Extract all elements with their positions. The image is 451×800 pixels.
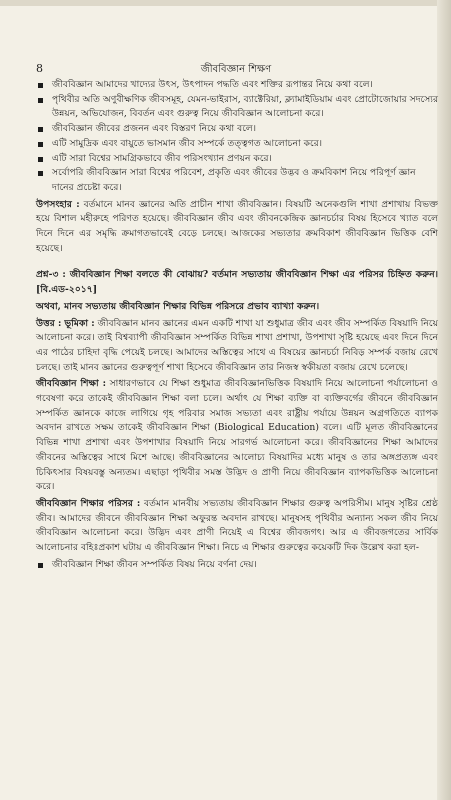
list-item: [36, 558, 438, 573]
bullet-icon: [38, 171, 43, 176]
bullet-icon: [38, 127, 43, 132]
intro-label: ভূমিকা :: [64, 317, 95, 329]
list-item-text: সর্বোপরি জীববিজ্ঞান সারা বিশ্বের পরিবেশ, প্রকৃতি এবং জীবের উদ্ভব ও ক্রমবিকাশ নিয়ে পরিপূর্ণ জ্ঞান দানের প্রচেষ্টা করে।: [52, 167, 416, 193]
answer-label: উত্তর :: [36, 317, 62, 329]
bullet-list-2: [36, 558, 438, 573]
page-number: 8: [36, 62, 43, 75]
conclusion-label: উপসংহার :: [36, 198, 80, 210]
top-edge: [0, 0, 451, 6]
bullet-icon: [38, 142, 43, 147]
list-item-text: জীববিজ্ঞান শিক্ষা জীবন সম্পর্কিত বিষয় নিয়ে বর্ণনা দেয়।: [52, 558, 257, 570]
question-heading: [36, 268, 438, 297]
alternate-label: অথবা,: [36, 300, 61, 312]
scope-text: বর্তমান মানবীয় সভ্যতায় জীববিজ্ঞান শিক্ষার গুরুত্ব অপরিসীম। মানুষ সৃষ্টির শ্রেষ্ঠ জীব। আমাদের জীবনে জীববিজ্ঞান শিক্ষা অফুরন্ত অবদান রাখছে। মানুষসহ পৃথিবীর অন্যান্য সকল জীব নিয়ে জীববিজ্ঞান আলোচনা করে। উদ্ভিদ এবং প্রাণী নিয়েই এ বিশ্বের জীবজগৎ। আর এ জীবজগতের সার্বিক আলোচনার বহিঃপ্রকাশ ঘটায় এ জীববিজ্ঞান শিক্ষা। নিচে এ শিক্ষার গুরুত্বের কয়েকটি দিক উল্লেখ করা হল-: [36, 497, 438, 554]
bullet-icon: [38, 83, 43, 88]
running-title: জীববিজ্ঞান শিক্ষণ: [200, 64, 272, 75]
list-item-text: জীববিজ্ঞান আমাদের খাদ্যের উৎস, উৎপাদন পদ্ধতি এবং শক্তির রূপান্তর নিয়ে কথা বলে।: [52, 79, 373, 90]
bio-education-paragraph: [36, 377, 438, 495]
section-spacer: [36, 258, 438, 268]
scope-label: জীববিজ্ঞান শিক্ষার পরিসর :: [36, 497, 141, 509]
question-text: : জীববিজ্ঞান শিক্ষা বলতে কী বোঝায়? বর্তমান সভ্যতায় জীববিজ্ঞান শিক্ষা এর পরিসর চিহ্নিত করুন। [বি.এড-২০১৭]: [36, 269, 438, 296]
list-item: [36, 78, 438, 93]
list-item: [36, 152, 438, 167]
intro-text: জীববিজ্ঞান মানব জ্ঞানের এমন একটি শাখা যা শুধুমাত্র জীব এবং জীব সম্পর্কিত বিষয়াদি নিয়ে আলোচনা করে। তাই বিশ্বব্যাপী জীববিজ্ঞান সম্পর্কিত বিভিন্ন শাখা প্রশাখা, উপশাখা সৃষ্টি হয়েছে এবং দিনে দিনে এর পাঠের চাহিদা বৃদ্ধি পেয়েই চলছে। আমাদের অস্তিত্বের সাথে এ বিষয়ের জ্ঞানচর্চা নিবিড় সম্পর্ক বজায় রেখে চলছে। তাই মানব জ্ঞানের গুরুত্বপূর্ণ শাখা হিসেবে জীববিজ্ঞান তার নিজস্ব স্বকীয়তা বজায় রেখে চলেছে।: [36, 317, 439, 373]
list-item-text: এটি সামুদ্রিক এবং বায়ুতে ভাসমান জীব সম্পর্কে তত্ত্বগত আলোচনা করে।: [52, 137, 323, 149]
list-item: [36, 166, 438, 195]
alternate-question: [36, 300, 438, 315]
list-item-text: পৃথিবীর অতি অণুবীক্ষণিক জীবসমূহ, যেমন-ভাইরাস, ব্যাক্টেরিয়া, ক্ল্যামাইডিয়াম এবং প্রোটোজোয়ার সদস্যের উন্নয়ন, অভিযোজন, বিবর্তন এবং গুরুত্ব নিয়ে জীববিজ্ঞান আলোচনা করে।: [52, 93, 439, 120]
page-binding-shadow: [437, 0, 451, 800]
question-label: প্রশ্ন-৩: [36, 269, 59, 281]
bio-education-text: সাধারণভাবে যে শিক্ষা শুধুমাত্র জীববিজ্ঞানভিত্তিক বিষয়াদি নিয়ে আলোচনা পর্যালোচনা ও গবেষণা করে তাকেই জীববিজ্ঞান শিক্ষা বলা চলে। অর্থাৎ যে শিক্ষা ব্যক্তি বা ব্যক্তিবর্গের জীবনে জীববিজ্ঞান সম্পর্কিত জ্ঞানকে কাজে লাগিয়ে গৃহ পরিবার সমাজ সভ্যতা এবং রাষ্ট্রীয় পর্যায়ে উন্নয়ন অগ্রগতিতে ব্যাপক অবদান রাখতে সক্ষম তাকেই জীববিজ্ঞান শিক্ষা (Biological Education) বলে। এটি মূলত জীববিজ্ঞানের বিভিন্ন শাখা প্রশাখা এবং উপশাখার বিষয়াদি নিয়ে সারগর্ভ আলোচনা করে। জীববিজ্ঞানের শিক্ষা আমাদের জীবনের অস্তিত্বের সাথে মিশে আছে। জীববিজ্ঞানের আলোচ্য বিষয়াদির মধ্যে মানুষ ও তার অঙ্গপ্রত্যঙ্গ এবং চিকিৎসার বিষয়বস্তু অন্যতম। এছাড়া পৃথিবীর সমস্ত উদ্ভিদ ও প্রাণী নিয়ে জীববিজ্ঞান ব্যাপকভিত্তিক আলোচনা করে।: [36, 378, 438, 493]
alternate-text: মানব সভ্যতায় জীববিজ্ঞান শিক্ষার বিভিন্ন পরিসরে প্রভাব ব্যাখ্যা করুন।: [60, 300, 320, 312]
bullet-list-1: [36, 78, 438, 196]
list-item-text: জীববিজ্ঞান জীবের প্রজনন এবং বিস্তরণ নিয়ে কথা বলে।: [52, 123, 257, 135]
list-item: [36, 137, 438, 152]
bullet-icon: [38, 563, 43, 568]
list-item-text: এটি সারা বিশ্বের সামগ্রিকভাবে জীব পরিসংখ্যান প্রণয়ন করে।: [52, 152, 272, 164]
bio-education-label: জীববিজ্ঞান শিক্ষা :: [36, 378, 106, 390]
list-item: [36, 93, 438, 122]
page-header: [36, 62, 436, 78]
list-item: [36, 122, 438, 137]
scope-paragraph: [36, 497, 438, 556]
bullet-icon: [38, 98, 43, 103]
conclusion-text: বর্তমানে মানব জ্ঞানের অতি প্রাচীন শাখা জীববিজ্ঞান। বিষয়টি অনেকগুলি শাখা প্রশাখায় বিভক্ত হয়ে বিশাল মহীরুহে পরিণত হয়েছে। জীববিজ্ঞান জীব এবং জীবনকেন্দ্রিক জ্ঞানচর্চার বিষয় হিসেবে খ্যাত বলে দিনে দিনে এর সমৃদ্ধি ক্রমাগতভাবেই বেড়ে চলছে। আজকের সভ্যতার ক্রমবিকাশ জীববিজ্ঞান ভিত্তিক বেশি হয়েছে।: [36, 198, 438, 254]
conclusion-paragraph: [36, 198, 438, 257]
bullet-icon: [38, 157, 43, 162]
answer-intro-paragraph: [36, 317, 438, 376]
page-content: [36, 78, 438, 575]
